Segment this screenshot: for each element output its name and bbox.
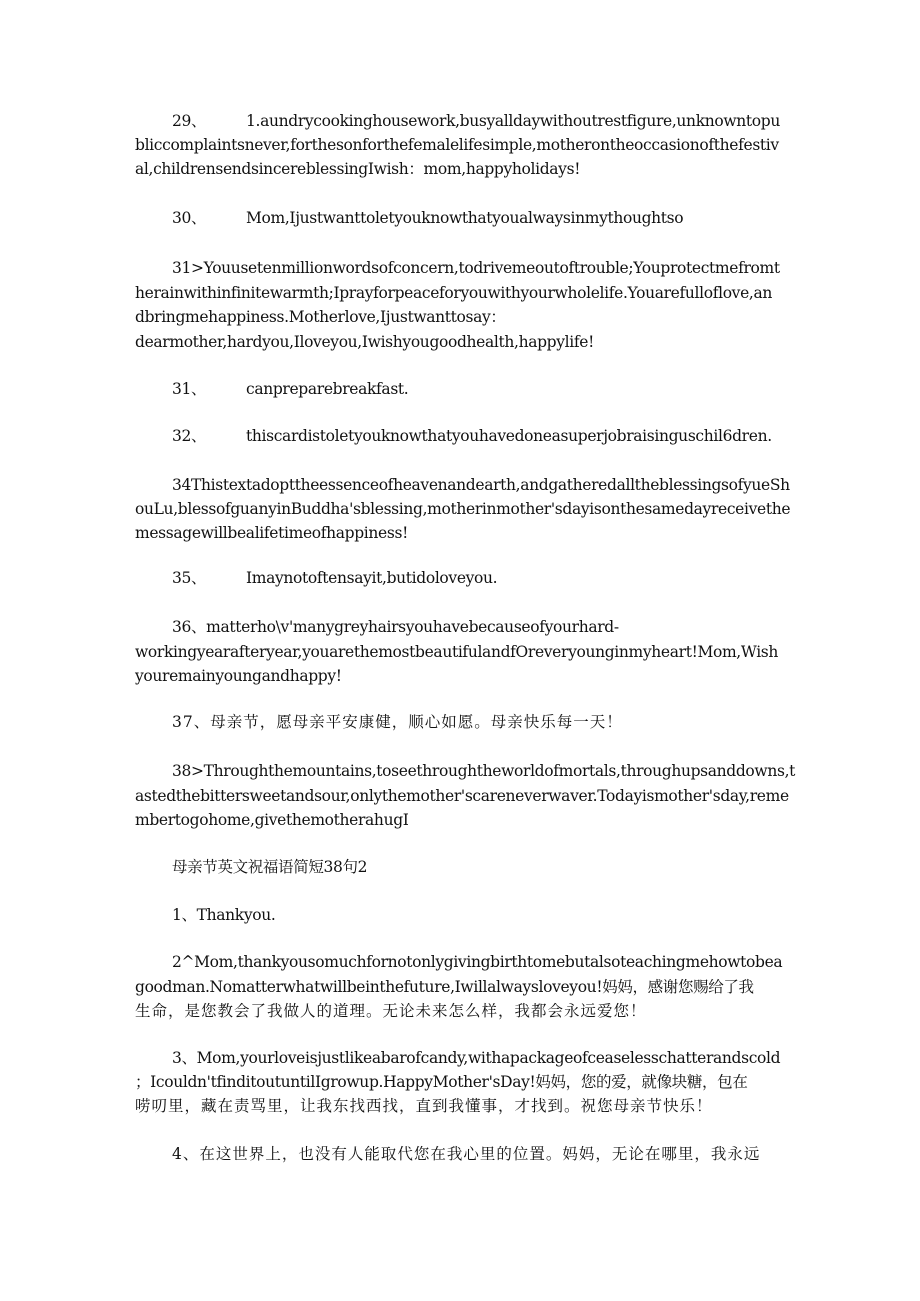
item-text: thiscardistoletyouknowthatyouhavedoneasuperjobraisinguschil6dren. [246, 427, 772, 445]
item-number: 31、 [172, 380, 207, 398]
item-34-line-2: ouLu,blessofguanyinBuddha'sblessing,motherinmother'sdayisonthesamedayreceivethe [135, 500, 791, 518]
item-38-line-3: mbertogohome,givethemotherahugI [135, 811, 409, 829]
item-34-line-3: messagewillbealifetimeofhappiness! [135, 524, 408, 542]
item-number: 32、 [172, 427, 207, 445]
item-36-line-2: workingyearafteryear,youarethemostbeautifulandfOreveryounginmyheart!Mom,Wish [135, 643, 779, 661]
item-37: 37、母亲节，愿母亲平安康健，顺心如愿。母亲快乐每一天！ [172, 713, 623, 731]
section-item-3-line-3: 唠叨里，藏在责骂里，让我东找西找，直到我懂事，才找到。祝您母亲节快乐！ [135, 1097, 713, 1115]
item-31a-line-3: dbringmehappiness.Motherlove,Ijustwanttosay： [135, 308, 506, 326]
item-number: 35、 [172, 569, 207, 587]
item-32 [172, 425, 772, 447]
item-36-line-3: youremainyoungandhappy! [135, 667, 342, 685]
section-item-3-line-1: 3、Mom,yourloveisjustlikeabarofcandy,withapackageofceaselesschatterandscold [172, 1049, 781, 1067]
item-31b [172, 378, 408, 400]
item-text: Mom,Ijustwanttoletyouknowthatyoualwaysinmythoughtso [246, 209, 684, 227]
item-number: 30、 [172, 209, 207, 227]
section-item-1: 1、Thankyou. [172, 906, 276, 924]
item-34-line-1: 34Thistextadopttheessenceofheavenandearth,andgatheredalltheblessingsofyueSh [172, 476, 790, 494]
section-item-4-line-1: 4、在这世界上，也没有人能取代您在我心里的位置。妈妈，无论在哪里，我永远 [172, 1145, 761, 1163]
section-item-3-line-2: ；Icouldn'tfinditoutuntilIgrowup.HappyMother'sDay!妈妈，您的爱，就像块糖，包在 [135, 1073, 748, 1091]
item-31a-line-2: herainwithinfinitewarmth;Iprayforpeaceforyouwithyourwholelife.Youarefulloflove,an [135, 284, 773, 302]
item-text: 1.aundrycookinghousework,busyalldaywithoutrestfigure,unknowntopu [246, 112, 780, 130]
item-29-cont-2: al,childrensendsincereblessingIwish：mom,happyholidays! [135, 160, 581, 178]
item-38-line-1: 38>Throughthemountains,toseethroughtheworldofmortals,throughupsanddowns,t [172, 762, 796, 780]
item-30 [172, 207, 683, 229]
item-38-line-2: astedthebittersweetandsour,onlythemother'scareneverwaver.Todayismother'sday,reme [135, 787, 789, 805]
item-31a-line-1: 31>Youusetenmillionwordsofconcern,todrivemeoutoftrouble;Youprotectmefromt [172, 259, 780, 277]
item-31a-line-4: dearmother,hardyou,Iloveyou,Iwishyougoodhealth,happylife! [135, 333, 594, 351]
item-text: canpreparebreakfast. [246, 380, 409, 398]
section-item-2-line-3: 生命，是您教会了我做人的道理。无论未来怎么样，我都会永远爱您！ [135, 1002, 647, 1020]
section-item-2-line-2: goodman.Nomatterwhatwillbeinthefuture,Iwillalwaysloveyou!妈妈，感谢您赐给了我 [135, 978, 754, 996]
item-number: 29、 [172, 112, 207, 130]
item-text: Imaynotoftensayit,butidoloveyou. [246, 569, 498, 587]
section-item-2-line-1: 2^Mom,thankyousomuchfornotonlygivingbirthtomebutalsoteachingmehowtobea [172, 953, 783, 971]
item-35 [172, 567, 497, 589]
item-29-cont-1: bliccomplaintsnever,forthesonforthefemalelifesimple,motherontheoccasionofthefestiv [135, 136, 779, 154]
item-36-line-1: 36、matterho\v'manygreyhairsyouhavebecauseofyourhard- [172, 618, 619, 636]
section-title: 母亲节英文祝福语简短38句2 [172, 858, 368, 876]
item-29 [172, 110, 780, 132]
